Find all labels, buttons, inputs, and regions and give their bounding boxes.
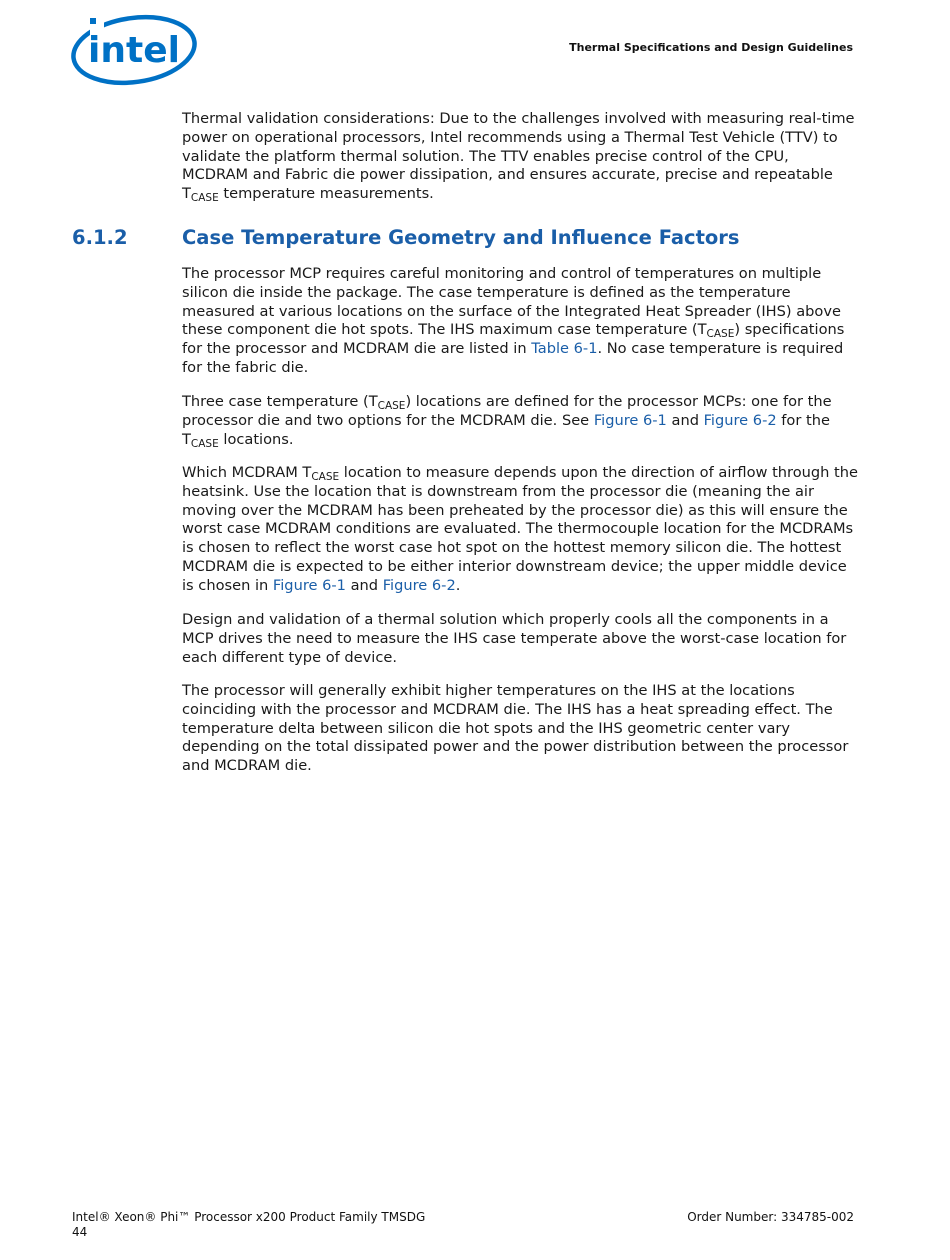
section-number: 6.1.2 [72,226,128,249]
table-6-1-link[interactable]: Table 6-1 [531,340,598,358]
page-number: 44 [72,1225,88,1239]
paragraph-block-5 [182,682,858,776]
intel-logo [70,8,198,86]
paragraph-design-validation: Design and validation of a thermal solution which properly cools all the components in a MCP drives the need to measure the IHS case temperate above the worst-case location for each different type of device. [182,611,847,666]
paragraph-mcdram-airflow: Which MCDRAM $T_{CASE}$ location to measure depends upon the direction of airflow through the heatsink. Use the location that is downstream from the processor die (meaning the air moving over the MCDRAM has been preheated by the processor die) as this will ensure the worst case MCDRAM conditions are evaluated. The thermocouple location for the MCDRAMs is chosen to reflect the worst case hot spot on the hottest memory silicon die. The hottest MCDRAM die is expected to be either interior downstream device; the upper middle device is chosen in Figure 6-1 and Figure 6-2. [182,464,859,594]
figure-6-2-link[interactable]: Figure 6-2 [703,411,777,429]
section-title: Case Temperature Geometry and Influence Factors [182,226,740,249]
paragraph-block-2 [182,393,858,449]
paragraph-ihs-temperatures: The processor will generally exhibit higher temperatures on the IHS at the locations coinciding with the processor and MCDRAM die. The IHS has a heat spreading effect. The temperature delta between silicon die hot spots and the IHS geometric center vary depending on the total dissipated power and the power distribution between the processor and MCDRAM die. [182,682,849,775]
intel-logo-text: intel [88,30,180,71]
figure-6-1-link[interactable]: Figure 6-1 [593,411,667,429]
paragraph-thermal-validation: Thermal validation considerations: Due to the challenges involved with measuring real-time power on operational processors, Intel recommends using a Thermal Test Vehicle (TTV) to validate the platform thermal solution. The TTV enables precise control of the CPU, MCDRAM and Fabric die power dissipation, and ensures accurate, precise and repeatable $T_{CASE}$ temperature measurements. [182,110,855,205]
paragraph-mcp-monitoring: The processor MCP requires careful monitoring and control of temperatures on multiple silicon die inside the package. The case temperature is defined as the temperature measured at various locations on the surface of the Integrated Heat Spreader (IHS) above these component die hot spots. The IHS maximum case temperature $(T_{CASE})$ specifications for the processor and MCDRAM die are listed in Table 6-1. No case temperature is required for the fabric die. [182,265,845,376]
paragraph-block-1 [182,265,858,378]
footer-product-name: Intel® Xeon® Phi™ Processor x200 Product Family TMSDG [72,1210,426,1224]
paragraph-block-4 [182,611,858,667]
figure-6-1-link[interactable]: Figure 6-1 [272,576,346,594]
footer-order-number: Order Number: 334785-002 [687,1210,854,1224]
figure-6-2-link[interactable]: Figure 6-2 [382,576,456,594]
intro-block [182,110,858,204]
paragraph-block-3 [182,464,858,596]
running-header-title: Thermal Specifications and Design Guidelines [569,41,853,54]
paragraph-tcase-locations: Three case temperature $(T_{CASE})$ locations are defined for the processor MCPs: one for the processor die and two options for the MCDRAM die. See Figure 6-1 and Figure 6-2 for the $T_{CASE}$ locations. [182,393,832,450]
